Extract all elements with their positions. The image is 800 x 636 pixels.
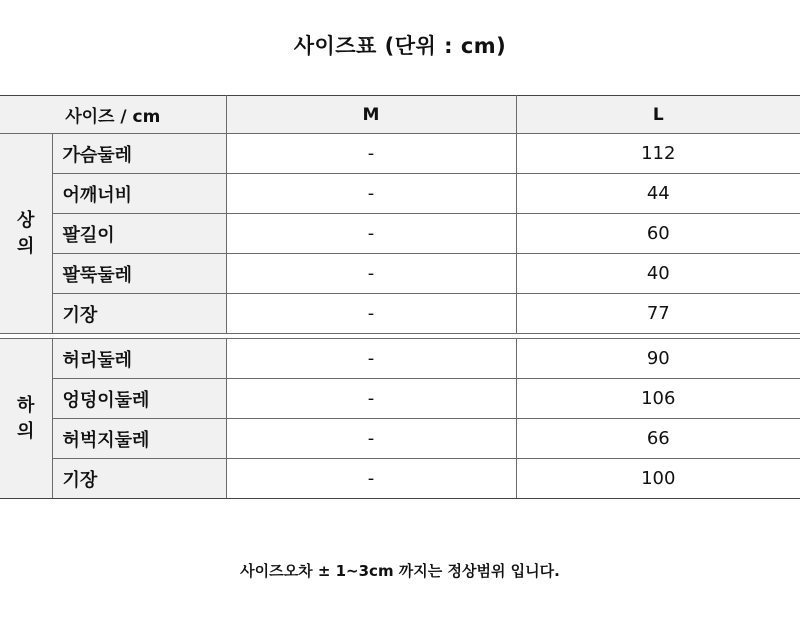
- cell-l: 106: [516, 379, 800, 419]
- cell-l: 66: [516, 419, 800, 459]
- row-label: 팔길이: [52, 214, 226, 254]
- table-row: [0, 459, 800, 499]
- cell-m: -: [226, 174, 516, 214]
- table-row: [0, 174, 800, 214]
- cell-l: 60: [516, 214, 800, 254]
- tolerance-note: 사이즈오차 ± 1~3cm 까지는 정상범위 입니다.: [240, 562, 560, 580]
- cell-l: 90: [516, 339, 800, 379]
- row-label: 가슴둘레: [52, 134, 226, 174]
- category-bottom-label: 하 의: [17, 394, 35, 442]
- table-row: [0, 254, 800, 294]
- cell-m: -: [226, 379, 516, 419]
- cell-m: -: [226, 339, 516, 379]
- size-unit-header: 사이즈 / cm: [0, 96, 226, 134]
- cell-m: -: [226, 254, 516, 294]
- category-bottom: [0, 339, 52, 499]
- table-row: [0, 214, 800, 254]
- cell-m: -: [226, 419, 516, 459]
- row-label: 팔뚝둘레: [52, 254, 226, 294]
- cell-l: 100: [516, 459, 800, 499]
- cell-l: 77: [516, 294, 800, 334]
- size-table: [0, 95, 800, 499]
- table-row: [0, 379, 800, 419]
- category-top: [0, 134, 52, 334]
- table-row: [0, 294, 800, 334]
- category-top-label: 상 의: [17, 209, 35, 257]
- table-row: [0, 134, 800, 174]
- row-label: 엉덩이둘레: [52, 379, 226, 419]
- cell-l: 40: [516, 254, 800, 294]
- cell-m: -: [226, 134, 516, 174]
- row-label: 허벅지둘레: [52, 419, 226, 459]
- row-label: 기장: [52, 459, 226, 499]
- cell-l: 112: [516, 134, 800, 174]
- cell-l: 44: [516, 174, 800, 214]
- column-header-l: L: [516, 96, 800, 134]
- table-row: [0, 419, 800, 459]
- table-header-row: [0, 96, 800, 134]
- column-header-m: M: [226, 96, 516, 134]
- cell-m: -: [226, 294, 516, 334]
- row-label: 어깨너비: [52, 174, 226, 214]
- cell-m: -: [226, 459, 516, 499]
- table-row: [0, 339, 800, 379]
- cell-m: -: [226, 214, 516, 254]
- row-label: 허리둘레: [52, 339, 226, 379]
- page-title: 사이즈표 (단위 : cm): [293, 34, 507, 58]
- row-label: 기장: [52, 294, 226, 334]
